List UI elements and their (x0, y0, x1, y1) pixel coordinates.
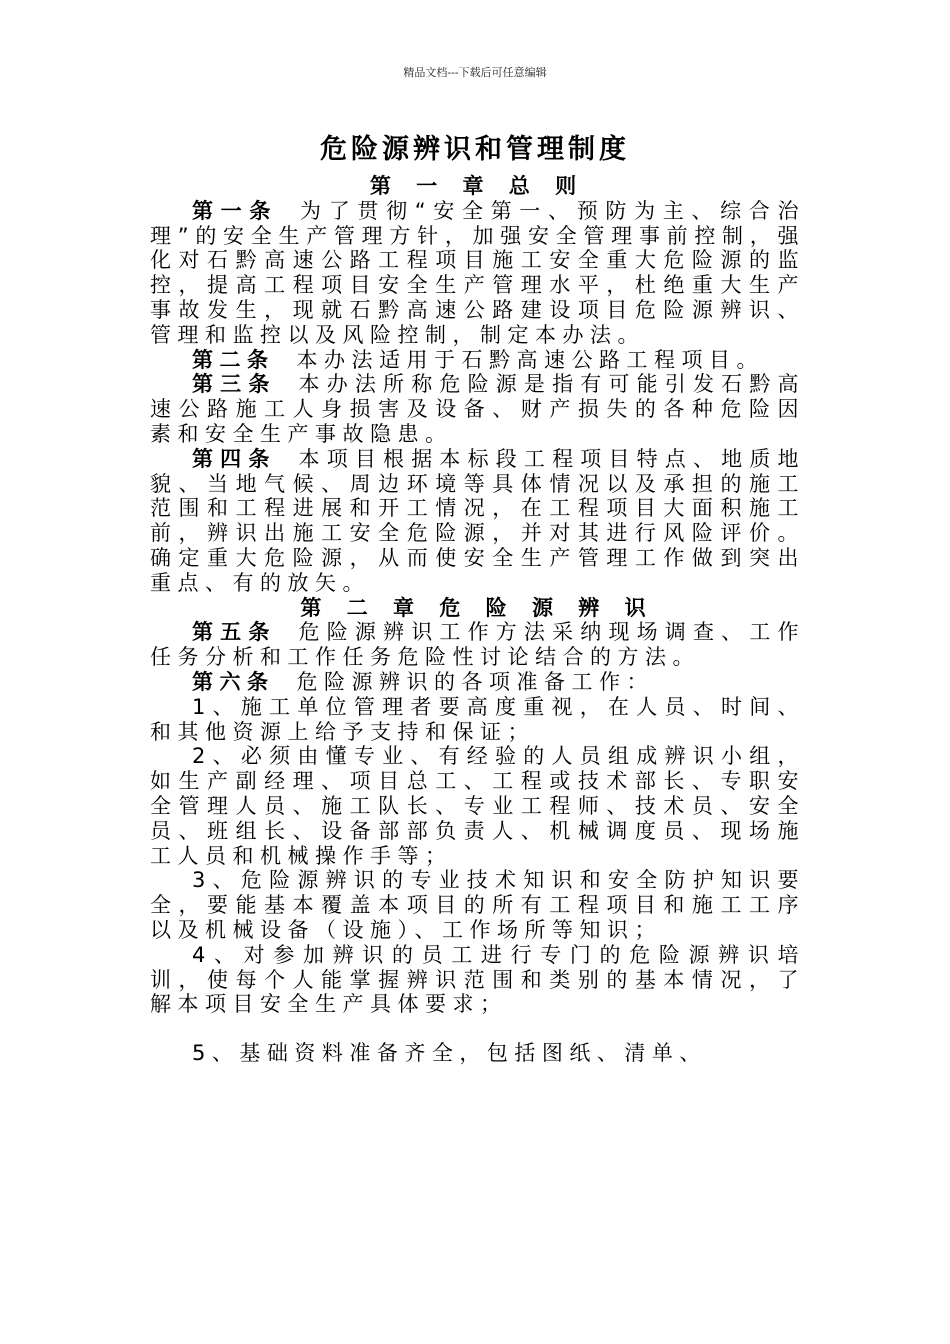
article-text: 本办法适用于石黔高速公路工程项目。 (296, 347, 764, 372)
article-label: 第一条 (192, 198, 279, 223)
list-item: 3、危险源辨识的专业技术知识和安全防护知识要全，要能基本覆盖本项目的所有工程项目和施工工序以及机械设备（设施）、工作场所等知识； (150, 868, 805, 942)
article-label: 第六条 (192, 669, 275, 694)
list-item: 5、基础资料准备齐全，包括图纸、清单、 (192, 1041, 707, 1066)
article-paragraph (150, 348, 805, 373)
article-text: 危险源辨识工作方法采纳现场调查、工作任务分析和工作任务危险性讨论结合的方法。 (150, 620, 806, 670)
article-text: 本办法所称危险源是指有可能引发石黔高速公路施工人身损害及设备、财产损失的各种危险因素和安全生产事故隐患。 (150, 372, 806, 446)
page-header: 精品文档---下载后可任意编辑 (403, 66, 547, 79)
article-paragraph (150, 670, 805, 695)
document-title: 危险源辨识和管理制度 (320, 134, 630, 165)
article-paragraph (150, 199, 805, 348)
article-label: 第五条 (192, 620, 277, 645)
chapter-heading: 第 二 章 危 险 源 辨 识 (300, 595, 655, 620)
article-label: 第三条 (192, 372, 277, 397)
list-item: 1、施工单位管理者要高度重视，在人员、时间、和其他资源上给予支持和保证； (150, 694, 805, 744)
article-paragraph (150, 620, 805, 670)
chapter-heading: 第 一 章 总 则 (369, 174, 586, 198)
article-text: 本项目根据本标段工程项目特点、地质地貌、当地气候、周边环境等具体情况以及承担的施工范围和工程进展和开工情况，在工程项目大面积施工前，辨识出施工安全危险源，并对其进行风险评价。确定重大危险源，从而使安全生产管理工作做到突出重点、有的放矢。 (150, 446, 806, 595)
article-text: 为了贯彻“安全第一、预防为主、综合治理”的安全生产管理方针，加强安全管理事前控制，强化对石黔高速公路工程项目施工安全重大危险源的监控，提高工程项目安全生产管理水平，杜绝重大生产事故发生，现就石黔高速公路建设项目危险源辨识、管理和监控以及风险控制，制定本办法。 (150, 198, 805, 347)
list-item: 2、必须由懂专业、有经验的人员组成辨识小组，如生产副经理、项目总工、工程或技术部长、专职安全管理人员、施工队长、专业工程师、技术员、安全员、班组长、设备部部负责人、机械调度员、现场施工人员和机械操作手等； (150, 744, 805, 868)
list-item: 4、对参加辨识的员工进行专门的危险源辨识培训，使每个人能掌握辨识范围和类别的基本情况，了解本项目安全生产具体要求； (150, 942, 805, 1017)
article-paragraph (150, 372, 805, 446)
article-label: 第二条 (192, 347, 275, 372)
paragraph-spacer (150, 1017, 805, 1041)
article-label: 第四条 (192, 446, 277, 471)
article-paragraph (150, 447, 805, 596)
document-body (150, 174, 805, 1066)
article-text: 危险源辨识的各项准备工作： (296, 669, 654, 694)
